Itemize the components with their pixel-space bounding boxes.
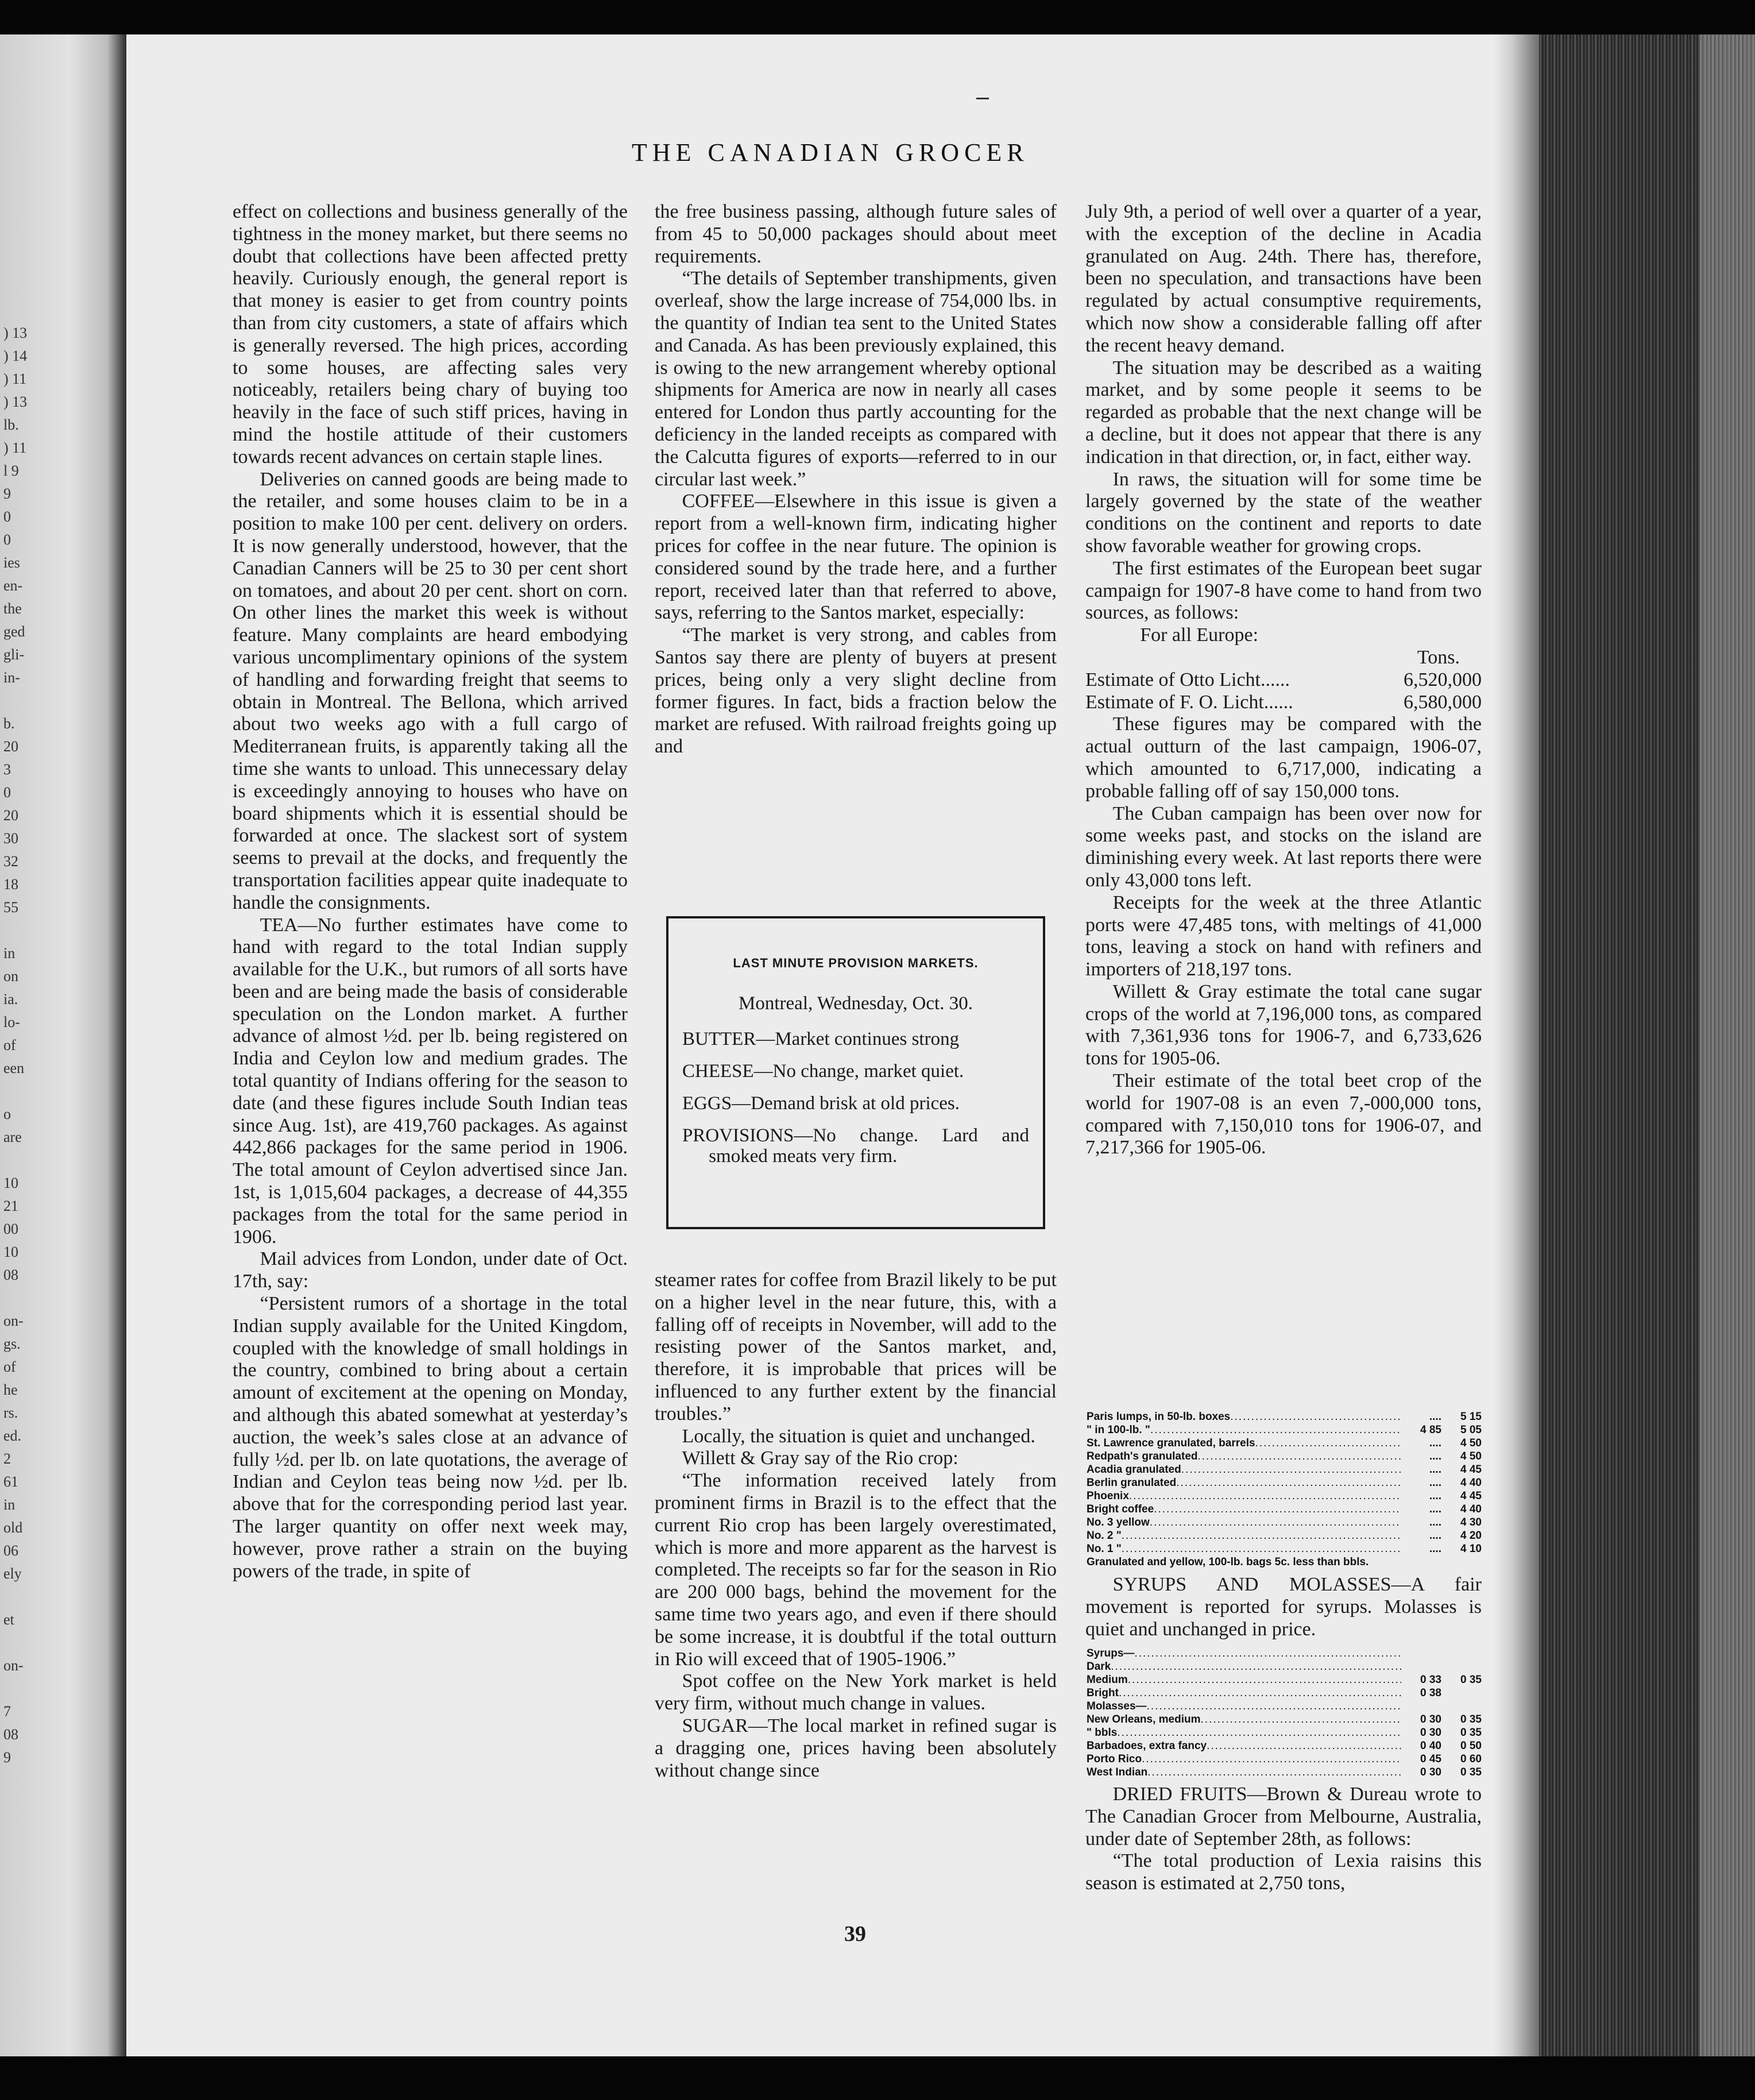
fragment-line: een: [3, 1060, 25, 1076]
fragment-line: ies: [3, 554, 20, 571]
fragment-line: l 9: [3, 462, 19, 479]
fragment-line: 3: [3, 761, 11, 778]
price-row: [1087, 1489, 1482, 1503]
price-value: ....: [1429, 1437, 1441, 1449]
paragraph: Willett & Gray estimate the total cane sugar crops of the world at 7,196,000 tons, as compared with 7,361,936 tons for 1906-7, and 6,733,626 tons for 1905-06.: [1085, 980, 1482, 1070]
paragraph: “The market is very strong, and cables from Santos say there are plenty of buyers at present prices, being only a very slight decline from former figures. In fact, bids a fraction below the market are refused. With railroad freights going up and: [655, 624, 1057, 758]
price-row: [1087, 1739, 1482, 1752]
fragment-line: 0: [3, 508, 11, 525]
leader-dots: [1154, 1503, 1401, 1516]
scan-border-bottom: [0, 2056, 1755, 2100]
price-label: Molasses—: [1087, 1700, 1147, 1712]
price-row: [1087, 1503, 1482, 1516]
syrup-price-table: [1087, 1647, 1482, 1779]
fragment-line: 21: [3, 1198, 18, 1214]
price-row: [1087, 1660, 1482, 1673]
fragment-line: 9: [3, 485, 11, 502]
price-value: 0 50: [1460, 1740, 1482, 1752]
fragment-line: ia.: [3, 991, 18, 1007]
adjacent-page-fragment: [0, 34, 126, 2056]
fragment-line: of: [3, 1358, 16, 1375]
fragment-line: 32: [3, 853, 18, 870]
price-value: [1401, 1660, 1441, 1673]
price-row: [1087, 1647, 1482, 1660]
paragraph: The situation may be described as a waiting market, and by some people it seems to be regarded as probable that the next change will be a decline, but it does not appear that there is any indication in that direction, or, in fact, either way.: [1085, 357, 1482, 468]
price-value: ....: [1429, 1477, 1441, 1489]
leader-dots: [1150, 1423, 1401, 1437]
leader-dots: [1255, 1437, 1401, 1450]
price-value: 0 40: [1420, 1740, 1441, 1752]
market-item-butter: BUTTER—Market continues strong: [682, 1029, 960, 1049]
price-label: " bbls: [1087, 1727, 1118, 1739]
fragment-line: 08: [3, 1267, 18, 1283]
price-value: 4 30: [1460, 1516, 1482, 1528]
price-value: ....: [1429, 1411, 1441, 1423]
fragment-line: he: [3, 1381, 18, 1398]
price-value: 4 50: [1460, 1450, 1482, 1462]
leader-dots: [1198, 1450, 1402, 1463]
price-value: 4 50: [1460, 1437, 1482, 1449]
box-title: LAST MINUTE PROVISION MARKETS.: [733, 956, 979, 970]
price-value: ....: [1429, 1503, 1441, 1515]
price-value: ....: [1429, 1516, 1441, 1528]
price-row: [1087, 1752, 1482, 1766]
estimate-label: Estimate of F. O. Licht......: [1085, 691, 1293, 713]
fragment-line: rs.: [3, 1404, 18, 1421]
paragraph: the free business passing, although future sales of from 45 to 50,000 packages should about meet requirements.: [655, 201, 1057, 267]
paragraph: SUGAR—The local market in refined sugar is a dragging one, prices having been absolutely without change since: [655, 1715, 1057, 1781]
price-label: No. 2 ": [1087, 1530, 1122, 1542]
fragment-line: in-: [3, 669, 20, 686]
leader-dots: [1142, 1752, 1401, 1766]
price-value: 0 35: [1460, 1766, 1482, 1778]
fragment-line: 55: [3, 899, 18, 916]
column-2: [655, 201, 1057, 758]
price-value: 4 40: [1460, 1503, 1482, 1515]
leader-dots: [1122, 1529, 1401, 1542]
leader-dots: [1119, 1686, 1401, 1700]
page-number: 39: [844, 1922, 866, 1946]
fragment-line: are: [3, 1129, 22, 1145]
price-row: [1087, 1673, 1482, 1686]
fragment-line: 61: [3, 1473, 18, 1490]
fragment-line: 20: [3, 738, 18, 755]
running-header: THE CANADIAN GROCER: [632, 138, 1029, 167]
price-label: Bright: [1087, 1687, 1119, 1699]
price-row: [1087, 1529, 1482, 1542]
price-value: 4 45: [1460, 1464, 1482, 1476]
leader-dots: [1230, 1410, 1401, 1423]
leader-dots: [1181, 1463, 1401, 1476]
paragraph: DRIED FRUITS—Brown & Dureau wrote to The Canadian Grocer from Melbourne, Australia, under date of September 28th, as follows:: [1085, 1784, 1482, 1850]
leader-dots: [1134, 1647, 1401, 1660]
fragment-line: 9: [3, 1749, 11, 1766]
price-value: 4 10: [1460, 1543, 1482, 1555]
price-row: [1087, 1686, 1482, 1700]
price-value: 5 15: [1460, 1411, 1482, 1423]
syrups-section: [1085, 1574, 1482, 1640]
price-value: ....: [1429, 1450, 1441, 1462]
fragment-line: 00: [3, 1221, 18, 1237]
price-value: 5 05: [1460, 1424, 1482, 1436]
price-label: St. Lawrence granulated, barrels: [1087, 1437, 1255, 1449]
paragraph: steamer rates for coffee from Brazil likely to be put on a higher level in the near future, this, with a falling off of receipts in November, will add to the resisting power of the Santos market, and, therefore, it is improbable that prices will be influenced to any further extent by the financial troubles.”: [655, 1269, 1057, 1425]
column-3: [1085, 201, 1482, 1159]
paragraph: “The information received lately from prominent firms in Brazil is to the effect that the current Rio crop has been largely overestimated, which is more and more apparent as the harvest is completed. The receipts so far for the season in Rio are 200 000 bags, behind the movement for the same time two years ago, and even if there should be some increase, it is doubtful if the total outturn in Rio will exceed that of 1905-1906.”: [655, 1470, 1057, 1670]
price-value: 0 33: [1420, 1674, 1441, 1686]
estimate-row: [1085, 692, 1482, 714]
fragment-line: in: [3, 945, 16, 962]
fragment-line: ) 11: [3, 439, 27, 456]
page-gutter-shadow: [1493, 34, 1539, 2056]
price-label: Phoenix: [1087, 1490, 1129, 1502]
price-value: 4 85: [1420, 1424, 1441, 1436]
price-row: [1087, 1476, 1482, 1489]
paragraph: The Cuban campaign has been over now for some weeks past, and stocks on the island are diminishing every week. At last reports there were only 43,000 tons left.: [1085, 802, 1482, 891]
fragment-line: lb.: [3, 416, 19, 433]
price-value: 0 35: [1460, 1713, 1482, 1725]
header-mark: [976, 98, 989, 99]
market-item-eggs: EGGS—Demand brisk at old prices.: [682, 1093, 960, 1114]
paragraph: “The total production of Lexia raisins this season is estimated at 2,750 tons,: [1085, 1850, 1482, 1894]
fragment-line: ) 13: [3, 325, 28, 341]
price-label: West Indian: [1087, 1766, 1148, 1778]
price-value: 0 30: [1420, 1727, 1441, 1739]
fragment-line: on-: [3, 1312, 24, 1329]
paragraph: These figures may be compared with the actual outturn of the last campaign, 1906-07, which amounted to 6,717,000, indicating a probable falling off of say 150,000 tons.: [1085, 713, 1482, 802]
fragment-line: 30: [3, 830, 18, 847]
fragment-line: 2: [3, 1450, 11, 1467]
price-label: Redpath's granulated: [1087, 1450, 1198, 1462]
fragment-line: of: [3, 1037, 16, 1053]
price-label: Medium: [1087, 1674, 1128, 1686]
paragraph: Deliveries on canned goods are being made to the retailer, and some houses claim to be in a position to make 100 per cent. delivery on orders. It is now generally understood, however, that the Canadian Canners will be 25 to 30 per cent short on tomatoes, and about 20 per cent. short on corn. On other lines the market this week is without feature. Many complaints are heard embodying various uncomplimentary opinions of the system of handling and forwarding freight that seems to obtain in Montreal. The Bellona, which arrived about two weeks ago with a full cargo of Mediterranean fruits, is apparently taking all the time she wants to unload. This unnecessary delay is exceedingly annoying to houses who have on board shipments which it is essential should be forwarded at once. The slackest sort of system seems to prevail at the docks, and frequently the transportation facilities appear quite inadequate to handle the consignments.: [233, 468, 628, 913]
price-value: ....: [1429, 1490, 1441, 1502]
price-value: ....: [1429, 1464, 1441, 1476]
fragment-line: ) 11: [3, 370, 27, 387]
price-label: Berlin granulated: [1087, 1477, 1177, 1489]
paragraph: TEA—No further estimates have come to hand with regard to the total Indian supply available for the U.K., but rumors of all sorts have been and are being made the basis of considerable speculation on the London market. A further advance of almost ½d. per lb. being registered on India and Ceylon low and medium grades. The total quantity of Indians offering for the season to date (and these figures include South Indian teas since Aug. 1st), are 419,760 packages. As against 442,866 packages for the same period in 1906. The total amount of Ceylon advertised since Jan. 1st, is 1,015,604 packages, a decrease of 44,355 packages from the total for the same period in 1906.: [233, 914, 628, 1248]
paragraph: Spot coffee on the New York market is held very firm, without much change in values.: [655, 1670, 1057, 1715]
scan-border-top: [0, 0, 1755, 34]
paragraph: COFFEE—Elsewhere in this issue is given a report from a well-known firm, indicating higher prices for coffee in the near future. The opinion is considered sound by the trade here, and a further report, received later than that referred to above, says, referring to the Santos market, especially:: [655, 491, 1057, 624]
price-value: [1401, 1647, 1441, 1660]
price-value: ....: [1429, 1530, 1441, 1542]
fragment-line: 0: [3, 784, 11, 801]
price-value: 4 20: [1460, 1530, 1482, 1542]
price-row: [1087, 1713, 1482, 1726]
leader-dots: [1128, 1673, 1401, 1686]
column-2-continued: [655, 1269, 1057, 1782]
price-value: ....: [1429, 1543, 1441, 1555]
price-value: [1401, 1700, 1441, 1713]
leader-dots: [1111, 1660, 1401, 1673]
price-row: [1087, 1726, 1482, 1739]
fragment-line: 7: [3, 1703, 11, 1720]
europe-heading: For all Europe:: [1140, 624, 1259, 646]
leader-dots: [1147, 1766, 1401, 1779]
paragraph: “Persistent rumors of a shortage in the total Indian supply available for the United Kingdom, coupled with the knowledge of small holdings in the country, combined to bring about a certain amount of excitement at the opening on Monday, and although this abated somewhat at yesterday’s auction, the week’s sales close at an advance of fully ½d. per lb. on late quotations, the average of Indian and Ceylon teas being now ½d. per lb. above that for the corresponding period last year. The larger quantity on offer next week may, however, prove rather a strain on the buying powers of the trade, in spite of: [233, 1293, 628, 1582]
price-value: [1441, 1647, 1482, 1660]
price-row: [1087, 1766, 1482, 1779]
fragment-line: 20: [3, 807, 18, 824]
tons-unit: Tons.: [1417, 646, 1460, 668]
price-row: [1087, 1410, 1482, 1423]
paragraph: Their estimate of the total beet crop of the world for 1907-08 is an even 7,-000,000 tons, compared with 7,150,010 tons for 1906-07, and 7,217,366 for 1905-06.: [1085, 1070, 1482, 1159]
paragraph: The first estimates of the European beet sugar campaign for 1907-8 have come to hand from two sources, as follows:: [1085, 557, 1482, 624]
paragraph: Receipts for the week at the three Atlantic ports were 47,485 tons, with meltings of 41,000 tons, leaving a stock on hand with refiners and importers of 218,197 tons.: [1085, 891, 1482, 980]
price-label: " in 100-lb. ": [1087, 1424, 1150, 1436]
column-1: [233, 201, 628, 1582]
dried-fruits-section: [1085, 1784, 1482, 1895]
leader-dots: [1176, 1476, 1401, 1489]
fragment-line: o: [3, 1106, 11, 1122]
fragment-line: gli-: [3, 646, 25, 663]
price-value: 0 30: [1420, 1713, 1441, 1725]
paragraph: In raws, the situation will for some time be largely governed by the state of the weather conditions on the continent and reports to date show favorable weather for growing crops.: [1085, 468, 1482, 557]
leader-dots: [1201, 1713, 1401, 1726]
market-item-provisions: PROVISIONS—No change. Lard and smoked meats very firm.: [682, 1125, 1029, 1167]
fragment-line: 18: [3, 876, 18, 893]
fragment-line: gs.: [3, 1335, 21, 1352]
price-value: 4 40: [1460, 1477, 1482, 1489]
price-label: Syrups—: [1087, 1647, 1135, 1659]
fragment-line: en-: [3, 577, 23, 594]
price-value: [1441, 1660, 1482, 1673]
book-edge-pages: [1700, 34, 1755, 2056]
fragment-line: ely: [3, 1565, 22, 1582]
leader-dots: [1147, 1700, 1401, 1713]
price-value: 0 60: [1460, 1753, 1482, 1765]
fragment-line: 10: [3, 1175, 18, 1191]
estimate-value: 6,580,000: [1404, 691, 1482, 713]
paragraph: SYRUPS AND MOLASSES—A fair movement is reported for syrups. Molasses is quiet and unchanged in price.: [1085, 1574, 1482, 1640]
fragment-line: 10: [3, 1244, 18, 1260]
price-label: New Orleans, medium: [1087, 1713, 1201, 1725]
price-value: 0 45: [1420, 1753, 1441, 1765]
price-value: [1441, 1700, 1482, 1713]
paragraph: July 9th, a period of well over a quarter of a year, with the exception of the decline in Acadia granulated on Aug. 24th. There has, therefore, been no speculation, and transactions have been regulated by actual consumptive requirements, which now show a considerable falling off after the recent heavy demand.: [1085, 201, 1482, 356]
paragraph: Mail advices from London, under date of Oct. 17th, say:: [233, 1248, 628, 1292]
price-label: No. 1 ": [1087, 1543, 1122, 1555]
fragment-line: ) 13: [3, 393, 28, 410]
box-dateline: Montreal, Wednesday, Oct. 30.: [739, 993, 973, 1014]
leader-dots: [1117, 1726, 1401, 1739]
fragment-line: 06: [3, 1542, 18, 1559]
price-value: [1441, 1686, 1482, 1700]
fragment-line: b.: [3, 715, 15, 732]
fragment-line: the: [3, 600, 22, 617]
fragment-line: on: [3, 968, 18, 985]
fragment-line: old: [3, 1519, 23, 1536]
fragment-line: ) 14: [3, 348, 28, 364]
price-value: 0 35: [1460, 1727, 1482, 1739]
fragment-line: on-: [3, 1657, 24, 1674]
price-value: 0 35: [1460, 1674, 1482, 1686]
sugar-price-table: [1087, 1410, 1482, 1569]
price-label: Porto Rico: [1087, 1753, 1142, 1765]
price-label: Acadia granulated: [1087, 1464, 1181, 1476]
estimate-row: [1085, 669, 1482, 692]
fragment-line: 0: [3, 531, 11, 548]
fragment-line: ed.: [3, 1427, 22, 1444]
estimate-value: 6,520,000: [1404, 669, 1482, 690]
leader-dots: [1207, 1739, 1401, 1752]
provision-markets-box: [666, 916, 1045, 1229]
leader-dots: [1150, 1516, 1401, 1529]
price-value: 0 38: [1420, 1687, 1441, 1699]
fragment-line: lo-: [3, 1014, 20, 1030]
paragraph: effect on collections and business generally of the tightness in the money market, but there seems no doubt that collections have been affected pretty heavily. Curiously enough, the general report is that money is easier to get from country points than from city customers, a state of affairs which is generally reversed. The high prices, according to some houses, are affecting sales very noticeably, retailers being chary of buying too heavily in the face of such stiff prices, having in mind the hostile attitude of their customers towards recent advances on certain staple lines.: [233, 201, 628, 468]
price-value: 0 30: [1420, 1766, 1441, 1778]
price-label: Barbadoes, extra fancy: [1087, 1740, 1207, 1752]
price-row: [1087, 1423, 1482, 1437]
price-row: [1087, 1437, 1482, 1450]
price-row: [1087, 1542, 1482, 1555]
price-label: Dark: [1087, 1661, 1111, 1673]
price-label: Bright coffee: [1087, 1503, 1154, 1515]
fragment-line: et: [3, 1611, 14, 1628]
paragraph: Willett & Gray say of the Rio crop:: [682, 1447, 958, 1469]
price-value: 4 45: [1460, 1490, 1482, 1502]
price-row: [1087, 1463, 1482, 1476]
price-row: [1087, 1450, 1482, 1463]
paragraph: Locally, the situation is quiet and unchanged.: [682, 1425, 1035, 1447]
fragment-line: in: [3, 1496, 16, 1513]
market-item-cheese: CHEESE—No change, market quiet.: [682, 1061, 964, 1082]
fragment-line: ged: [3, 623, 25, 640]
leader-dots: [1129, 1489, 1401, 1503]
price-label: No. 3 yellow: [1087, 1516, 1150, 1528]
price-row: [1087, 1700, 1482, 1713]
price-footnote: Granulated and yellow, 100-lb. bags 5c. less than bbls.: [1087, 1556, 1369, 1568]
price-row: [1087, 1516, 1482, 1529]
price-label: Paris lumps, in 50-lb. boxes: [1087, 1411, 1231, 1423]
fragment-line: 08: [3, 1726, 18, 1743]
leader-dots: [1122, 1542, 1401, 1555]
estimate-label: Estimate of Otto Licht......: [1085, 669, 1290, 690]
paragraph: “The details of September transhipments, given overleaf, show the large increase of 754,000 lbs. in the quantity of Indian tea sent to the United States and Canada. As has been previously explained, this is owing to the new arrangement whereby optional shipments for America are now in nearly all cases entered for London thus partly accounting for the deficiency in the landed receipts as compared with the Calcutta figures of exports—referred to in our circular last week.”: [655, 268, 1057, 490]
